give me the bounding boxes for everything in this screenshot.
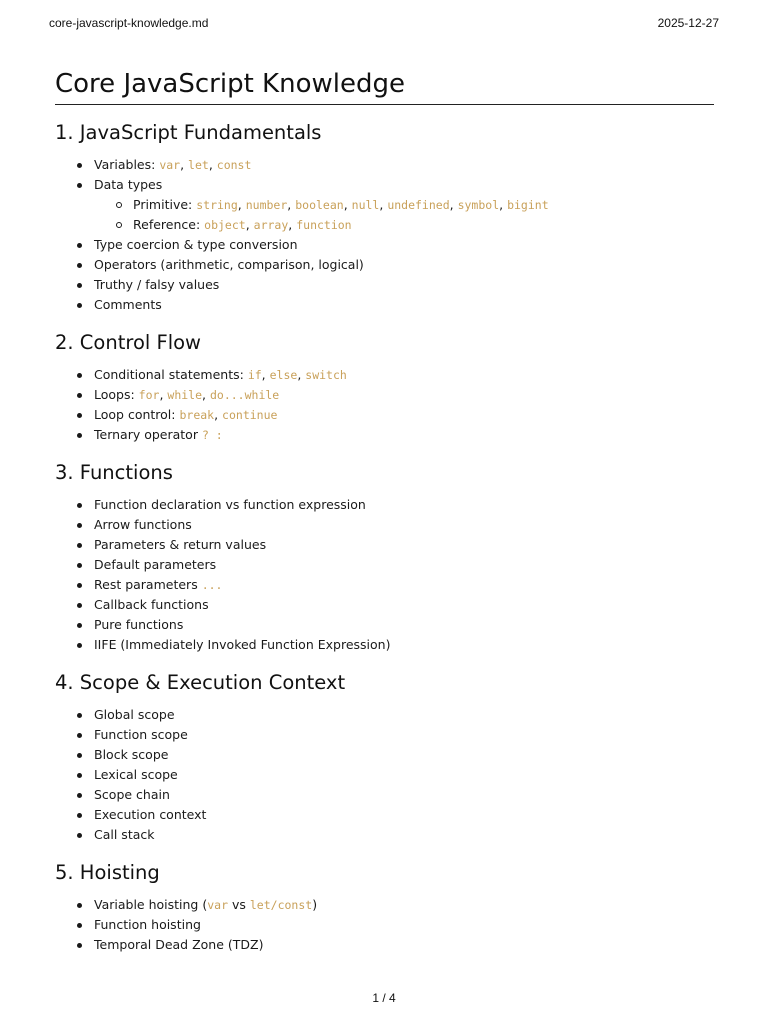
list-item <box>55 495 714 515</box>
item-text: , <box>180 157 189 172</box>
item-text: , <box>202 387 210 402</box>
inline-code: else <box>269 368 298 382</box>
section <box>55 459 714 655</box>
item-text: vs <box>228 897 250 912</box>
list-item <box>55 615 714 635</box>
list-item <box>55 365 714 385</box>
section <box>55 119 714 315</box>
item-text: IIFE (Immediately Invoked Function Expression) <box>94 637 391 652</box>
list-item <box>55 275 714 295</box>
inline-code: function <box>296 218 352 232</box>
item-text: Execution context <box>94 807 207 822</box>
inline-code: null <box>351 198 380 212</box>
item-text: Pure functions <box>94 617 184 632</box>
bullet-list <box>55 365 714 445</box>
inline-code: if <box>247 368 262 382</box>
item-text: Ternary operator <box>94 427 202 442</box>
inline-code: boolean <box>295 198 344 212</box>
list-item <box>55 405 714 425</box>
item-text: Loop control: <box>94 407 180 422</box>
section-heading: 3. Functions <box>55 461 173 484</box>
section-heading: 1. JavaScript Fundamentals <box>55 121 322 144</box>
item-text: , <box>214 407 223 422</box>
list-item <box>55 385 714 405</box>
list-item <box>55 935 714 955</box>
list-item <box>55 785 714 805</box>
section-heading: 5. Hoisting <box>55 861 160 884</box>
bullet-list <box>55 495 714 655</box>
inline-code: while <box>167 388 203 402</box>
list-item <box>55 915 714 935</box>
item-text: , <box>379 197 388 212</box>
bullet-list <box>55 705 714 845</box>
file-name: core-javascript-knowledge.md <box>49 16 209 30</box>
inline-code: do...while <box>209 388 280 402</box>
list-item <box>55 295 714 315</box>
item-text: Temporal Dead Zone (TDZ) <box>94 937 264 952</box>
item-text: Function declaration vs function expression <box>94 497 366 512</box>
item-text: , <box>245 217 254 232</box>
inline-code: object <box>204 218 246 232</box>
list-item <box>55 155 714 175</box>
inline-code: for <box>138 388 160 402</box>
item-text: , <box>297 367 306 382</box>
section <box>55 669 714 845</box>
inline-code: break <box>179 408 215 422</box>
section <box>55 859 714 955</box>
inline-code: switch <box>305 368 347 382</box>
inline-code: symbol <box>457 198 500 212</box>
item-text: Function hoisting <box>94 917 201 932</box>
list-item <box>55 725 714 745</box>
nested-list-item <box>94 215 714 235</box>
inline-code: let <box>188 158 209 172</box>
document-title: Core JavaScript Knowledge <box>55 66 714 105</box>
nested-list <box>94 195 714 235</box>
item-text: , <box>288 217 297 232</box>
section-heading: 4. Scope & Execution Context <box>55 671 346 694</box>
page-number: 1 / 4 <box>372 991 396 1005</box>
item-text: , <box>343 197 352 212</box>
list-item <box>55 635 714 655</box>
inline-code: string <box>196 198 238 212</box>
item-text: Global scope <box>94 707 175 722</box>
item-text: Rest parameters <box>94 577 202 592</box>
item-text: Block scope <box>94 747 169 762</box>
list-item <box>55 175 714 235</box>
bullet-list <box>55 895 714 955</box>
item-text: Default parameters <box>94 557 217 572</box>
inline-code: var <box>159 158 181 172</box>
list-item <box>55 805 714 825</box>
item-text: Type coercion & type conversion <box>94 237 298 252</box>
page-header <box>49 16 719 32</box>
bullet-list <box>55 155 714 315</box>
list-item <box>55 255 714 275</box>
item-text: Variable hoisting ( <box>94 897 208 912</box>
document-body <box>55 66 714 955</box>
item-text: , <box>159 387 168 402</box>
list-item <box>55 235 714 255</box>
inline-code: bigint <box>507 198 549 212</box>
item-text: ) <box>312 897 318 912</box>
list-item <box>55 825 714 845</box>
item-text: Truthy / falsy values <box>94 277 220 292</box>
item-text: Primitive: <box>133 197 197 212</box>
list-item <box>55 895 714 915</box>
item-text: Lexical scope <box>94 767 178 782</box>
item-text: Loops: <box>94 387 139 402</box>
item-text: , <box>499 197 508 212</box>
inline-code: ... <box>201 578 223 592</box>
item-text: Callback functions <box>94 597 209 612</box>
list-item <box>55 515 714 535</box>
item-text: Data types <box>94 177 163 192</box>
print-date: 2025-12-27 <box>657 16 719 30</box>
item-text: , <box>449 197 458 212</box>
list-item <box>55 535 714 555</box>
inline-code: ? : <box>201 428 223 442</box>
item-text: , <box>287 197 296 212</box>
item-text: Parameters & return values <box>94 537 267 552</box>
list-item <box>55 425 714 445</box>
item-text: Call stack <box>94 827 155 842</box>
inline-code: continue <box>222 408 278 422</box>
inline-code: let/const <box>249 898 313 912</box>
list-item <box>55 575 714 595</box>
item-text: Function scope <box>94 727 188 742</box>
list-item <box>55 765 714 785</box>
inline-code: var <box>207 898 229 912</box>
nested-list-item <box>94 195 714 215</box>
inline-code: number <box>245 198 288 212</box>
sections-container <box>55 119 714 955</box>
section-heading: 2. Control Flow <box>55 331 202 354</box>
item-text: Variables: <box>94 157 160 172</box>
item-text: Operators (arithmetic, comparison, logical) <box>94 257 364 272</box>
list-item <box>55 595 714 615</box>
list-item <box>55 555 714 575</box>
item-text: Conditional statements: <box>94 367 248 382</box>
inline-code: const <box>216 158 252 172</box>
item-text: Arrow functions <box>94 517 192 532</box>
item-text: Scope chain <box>94 787 170 802</box>
inline-code: array <box>253 218 289 232</box>
item-text: , <box>237 197 246 212</box>
list-item <box>55 745 714 765</box>
item-text: , <box>208 157 217 172</box>
item-text: Comments <box>94 297 162 312</box>
list-item <box>55 705 714 725</box>
item-text: , <box>261 367 270 382</box>
section <box>55 329 714 445</box>
inline-code: undefined <box>387 198 450 212</box>
item-text: Reference: <box>133 217 205 232</box>
